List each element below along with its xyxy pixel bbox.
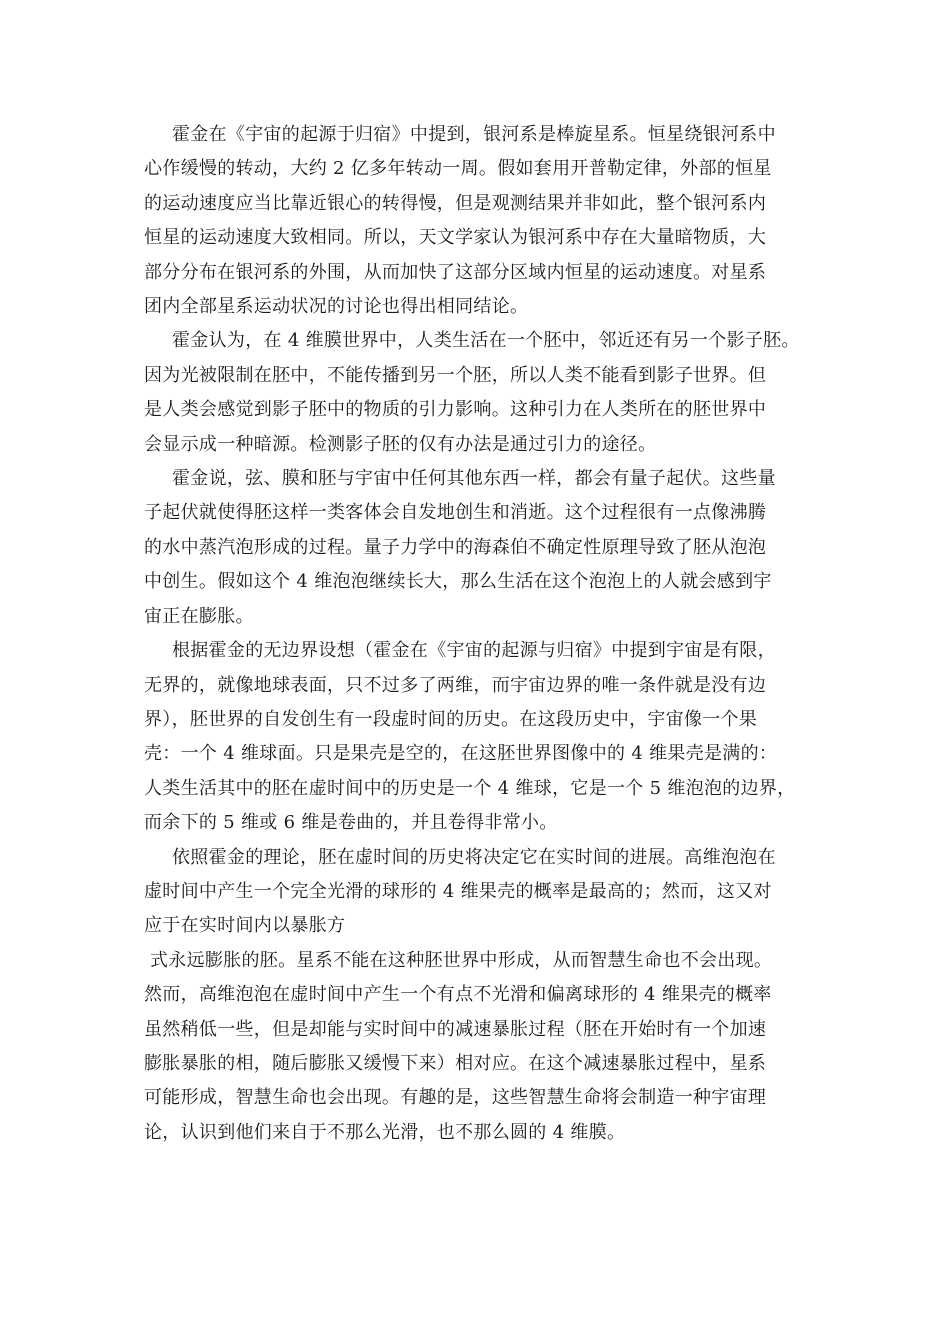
text-line: 霍金在《宇宙的起源于归宿》中提到，银河系是棒旋星系。恒星绕银河系中 <box>172 124 776 145</box>
text-line: 依照霍金的理论，胚在虚时间的历史将决定它在实时间的进展。高维泡泡在 <box>172 846 776 868</box>
paragraph-5 <box>144 841 824 944</box>
text-line: 然而，高维泡泡在虚时间中产生一个有点不光滑和偏离球形的 4 维果壳的概率 <box>144 984 772 1006</box>
paragraph-2 <box>144 324 824 462</box>
text-line: 虽然稍低一些，但是却能与实时间中的减速暴胀过程（胚在开始时有一个加速 <box>144 1018 767 1040</box>
text-line: 是人类会感觉到影子胚中的物质的引力影响。这种引力在人类所在的胚世界中 <box>144 399 767 421</box>
text-line: 膨胀暴胀的相，随后膨胀又缓慢下来）相对应。在这个减速暴胀过程中，星系 <box>144 1052 767 1074</box>
paragraph-3 <box>144 462 824 634</box>
text-line: 心作缓慢的转动，大约 2 亿多年转动一周。假如套用开普勒定律，外部的恒星 <box>144 158 772 180</box>
text-line: 壳：一个 4 维球面。只是果壳是空的，在这胚世界图像中的 4 维果壳是满的： <box>144 743 778 765</box>
text-line: 根据霍金的无边界设想（霍金在《宇宙的起源与归宿》中提到宇宙是有限， <box>172 640 776 662</box>
text-line: 虚时间中产生一个完全光滑的球形的 4 维果壳的概率是最高的；然而，这又对 <box>144 880 772 902</box>
paragraph-1 <box>144 118 824 324</box>
paragraph-4 <box>144 634 824 840</box>
text-line: 团内全部星系运动状况的讨论也得出相同结论。 <box>144 296 529 318</box>
paragraph-6 <box>144 944 824 1150</box>
text-line: 会显示成一种暗源。检测影子胚的仅有办法是通过引力的途径。 <box>144 433 657 455</box>
text-line: 人类生活其中的胚在虚时间中的历史是一个 4 维球，它是一个 5 维泡泡的边界， <box>144 777 796 799</box>
text-line: 恒星的运动速度大致相同。所以，天文学家认为银河系中存在大量暗物质，大 <box>144 227 767 249</box>
document-body <box>144 118 824 1150</box>
text-line: 因为光被限制在胚中，不能传播到另一个胚，所以人类不能看到影子世界。但 <box>144 364 767 386</box>
text-line: 霍金说，弦、膜和胚与宇宙中任何其他东西一样，都会有量子起伏。这些量 <box>172 468 776 490</box>
text-line: 式永远膨胀的胚。星系不能在这种胚世界中形成，从而智慧生命也不会出现。 <box>150 949 773 971</box>
text-line: 无界的，就像地球表面，只不过多了两维，而宇宙边界的唯一条件就是没有边 <box>144 674 767 696</box>
text-line: 而余下的 5 维或 6 维是卷曲的，并且卷得非常小。 <box>144 812 558 834</box>
text-line: 子起伏就使得胚这样一类客体会自发地创生和消逝。这个过程很有一点像沸腾 <box>144 502 767 524</box>
text-line: 的水中蒸汽泡形成的过程。量子力学中的海森伯不确定性原理导致了胚从泡泡 <box>144 536 767 558</box>
text-line: 中创生。假如这个 4 维泡泡继续长大，那么生活在这个泡泡上的人就会感到宇 <box>144 571 772 593</box>
text-line: 可能形成，智慧生命也会出现。有趣的是，这些智慧生命将会制造一种宇宙理 <box>144 1087 767 1109</box>
text-line: 的运动速度应当比靠近银心的转得慢，但是观测结果并非如此，整个银河系内 <box>144 192 767 214</box>
text-line: 霍金认为，在 4 维膜世界中，人类生活在一个胚中，邻近还有另一个影子胚。 <box>172 330 800 352</box>
text-line: 部分分布在银河系的外围，从而加快了这部分区域内恒星的运动速度。对星系 <box>144 261 767 283</box>
text-line: 应于在实时间内以暴胀方 <box>144 915 346 937</box>
text-line: 宙正在膨胀。 <box>144 605 254 627</box>
text-line: 界），胚世界的自发创生有一段虚时间的历史。在这段历史中，宇宙像一个果 <box>144 708 758 730</box>
text-line: 论，认识到他们来自于不那么光滑，也不那么圆的 4 维膜。 <box>144 1121 626 1143</box>
